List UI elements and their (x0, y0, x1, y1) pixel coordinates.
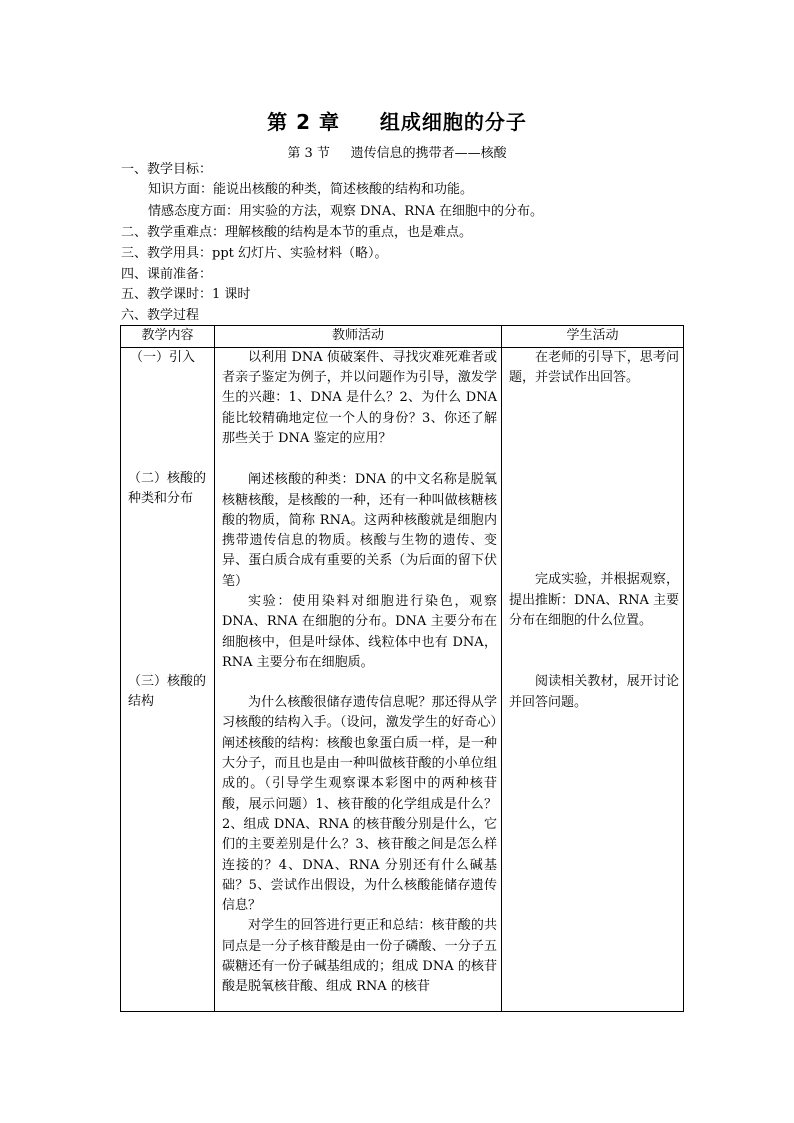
key-points: 二、教学重难点：理解核酸的结构是本节的重点，也是难点。 (121, 225, 473, 240)
teacher-experiment: 实验：使用染料对细胞进行染色，观察 DNA、RNA 在细胞的分布。DNA 主要分布在细胞核中，但是叶绿体、线粒体中也有 DNA，RNA 主要分布在细胞质。 (222, 593, 497, 670)
objective-knowledge: 知识方面：能说出核酸的种类，简述核酸的结构和功能。 (148, 182, 474, 197)
process-heading: 六、教学过程 (121, 308, 200, 323)
content-intro: （一）引入 (130, 349, 196, 365)
header-teacher: 教师活动 (215, 326, 502, 348)
student-intro: 在老师的引导下，思考问题，并尝试作出回答。 (509, 349, 679, 386)
teacher-structure: 为什么核酸很储存遗传信息呢？那还得从学习核酸的结构入手。（设问，激发学生的好奇心）阐述核酸的结构：核酸也象蛋白质一样，是一种大分子，而且也是由一种叫做核苷酸的小单位组成的。（引导学生观察课本彩图中的两种核苷酸，展示问题）1、核苷酸的化学组成是什么？2、组成 DNA、RNA 的核苷酸分别是什么，它们的主要差别是什么？3、核苷酸之间是怎么样连接的？4、DNA、RNA 分别还有什么碱基础？5、尝试作出假设，为什么核酸能储存遗传信息？ (222, 695, 497, 914)
header-content: 教学内容 (121, 326, 215, 348)
objective-attitude: 情感态度方面：用实验的方法，观察 DNA、RNA 在细胞中的分布。 (148, 204, 544, 219)
content-structure: （三）核酸的结构 (128, 673, 207, 709)
content-kinds: （二）核酸的种类和分布 (128, 471, 207, 507)
student-column (502, 347, 684, 1011)
teacher-intro: 以利用 DNA 侦破案件、寻找灾难死难者或者亲子鉴定为例子，并以问题作为引导，激发学生的兴趣：1、DNA 是什么？2、为什么 DNA 能比较精确地定位一个人的身份？3、你还了解那些关于 DNA 鉴定的应用？ (222, 349, 497, 446)
lesson-plan-table (120, 325, 684, 1012)
teacher-column (215, 347, 502, 1011)
student-structure: 阅读相关教材，展开讨论并回答问题。 (509, 674, 679, 710)
header-student: 学生活动 (502, 326, 684, 348)
teacher-kinds: 阐述核酸的种类：DNA 的中文名称是脱氧核糖核酸，是核酸的一种，还有一种叫做核糖核酸的物质，简称 RNA。这两种核酸就是细胞内携带遗传信息的物质。核酸与生物的遗传、变异、蛋白质合成有重要的关系（为后面的留下伏笔） (222, 472, 497, 589)
teacher-summary: 对学生的回答进行更正和总结：核苷酸的共同点是一分子核苷酸是由一份子磷酸、一分子五碳糖还有一份子碱基组成的；组成 DNA 的核苷酸是脱氧核苷酸、组成 RNA 的核苷 (222, 918, 497, 995)
teaching-tools: 三、教学用具：ppt 幻灯片、实验材料（略）。 (121, 246, 388, 261)
content-column (121, 347, 215, 1011)
objectives-heading: 一、教学目标： (121, 162, 213, 177)
table-body-row (121, 347, 684, 1011)
preparation: 四、课前准备： (121, 267, 213, 282)
section-subtitle: 第 3 节 遗传信息的携带者——核酸 (287, 146, 507, 161)
student-experiment: 完成实验，并根据观察，提出推断：DNA、RNA 主要分布在细胞的什么位置。 (509, 572, 679, 628)
class-hours: 五、教学课时：1 课时 (121, 287, 251, 302)
table-header-row (121, 326, 684, 348)
chapter-title: 第 2 章 组成细胞的分子 (267, 110, 527, 134)
